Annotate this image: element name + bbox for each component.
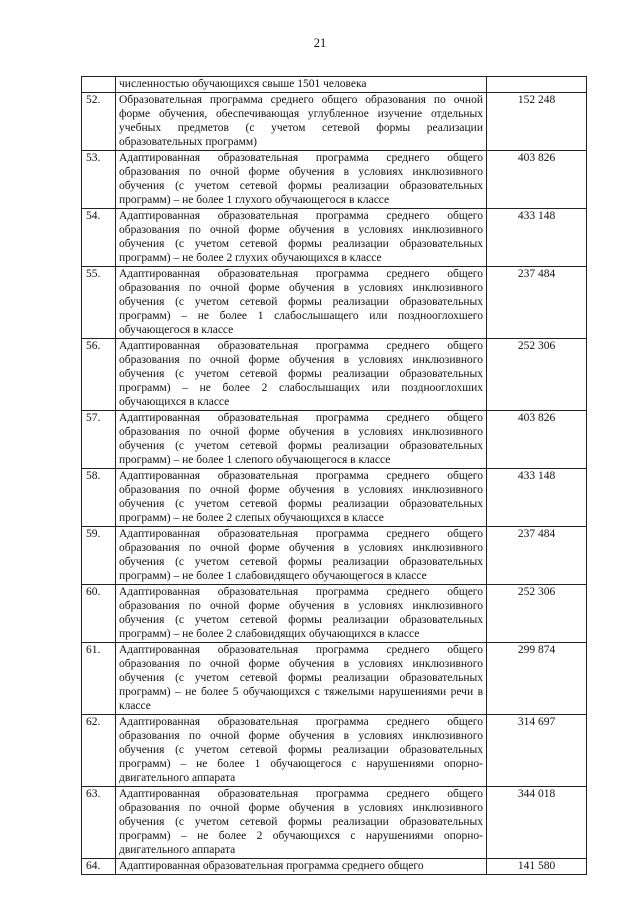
row-description-cell: Адаптированная образовательная программа среднего общего образования по очной форме обучения в условиях инклюзивного обучения (с учетом сетевой формы реализации образовательных программ) – не более 1 обучающегося с нарушениями опорно-двигательного аппарата <box>116 715 487 787</box>
row-number-cell: 53. <box>82 151 116 209</box>
row-number-cell: 55. <box>82 267 116 339</box>
row-description-cell: Адаптированная образовательная программа среднего общего образования по очной форме обучения в условиях инклюзивного обучения (с учетом сетевой формы реализации образовательных программ) – не более 1 слабослышащего или позднооглохшего обучающегося в классе <box>116 267 487 339</box>
page-number: 21 <box>313 36 327 50</box>
table-row <box>82 267 587 339</box>
table-body <box>82 77 587 875</box>
table-row <box>82 151 587 209</box>
row-description-cell: Адаптированная образовательная программа среднего общего <box>116 859 487 875</box>
row-number-cell: 60. <box>82 585 116 643</box>
table-row <box>82 527 587 585</box>
row-description-cell: Адаптированная образовательная программа среднего общего образования по очной форме обучения в условиях инклюзивного обучения (с учетом сетевой формы реализации образовательных программ) – не более 5 обучающихся с тяжелыми нарушениями речи в классе <box>116 643 487 715</box>
row-description-cell: Адаптированная образовательная программа среднего общего образования по очной форме обучения в условиях инклюзивного обучения (с учетом сетевой формы реализации образовательных программ) – не более 1 глухого обучающегося в классе <box>116 151 487 209</box>
row-description-cell: Адаптированная образовательная программа среднего общего образования по очной форме обучения в условиях инклюзивного обучения (с учетом сетевой формы реализации образовательных программ) – не более 2 слабовидящих обучающихся в классе <box>116 585 487 643</box>
table-row <box>82 787 587 859</box>
row-description-cell: численностью обучающихся свыше 1501 человека <box>116 77 487 93</box>
table-row <box>82 715 587 787</box>
row-number-cell: 62. <box>82 715 116 787</box>
row-value-cell: 141 580 <box>487 859 587 875</box>
row-value-cell: 252 306 <box>487 585 587 643</box>
row-description-cell: Адаптированная образовательная программа среднего общего образования по очной форме обучения в условиях инклюзивного обучения (с учетом сетевой формы реализации образовательных программ) – не более 2 слепых обучающихся в классе <box>116 469 487 527</box>
row-number-cell: 64. <box>82 859 116 875</box>
row-number-cell <box>82 77 116 93</box>
row-number-cell: 63. <box>82 787 116 859</box>
row-number-cell: 52. <box>82 93 116 151</box>
table-row <box>82 411 587 469</box>
row-description-cell: Адаптированная образовательная программа среднего общего образования по очной форме обучения в условиях инклюзивного обучения (с учетом сетевой формы реализации образовательных программ) – не более 1 слепого обучающегося в классе <box>116 411 487 469</box>
table-row-continuation <box>82 77 587 93</box>
row-value-cell: 152 248 <box>487 93 587 151</box>
row-description-cell: Адаптированная образовательная программа среднего общего образования по очной форме обучения в условиях инклюзивного обучения (с учетом сетевой формы реализации образовательных программ) – не более 2 глухих обучающихся в классе <box>116 209 487 267</box>
row-value-cell: 252 306 <box>487 339 587 411</box>
row-number-cell: 61. <box>82 643 116 715</box>
table-row <box>82 469 587 527</box>
row-number-cell: 56. <box>82 339 116 411</box>
table-row <box>82 585 587 643</box>
table-row <box>82 209 587 267</box>
row-number-cell: 57. <box>82 411 116 469</box>
row-value-cell: 403 826 <box>487 151 587 209</box>
row-value-cell: 237 484 <box>487 527 587 585</box>
row-value-cell: 237 484 <box>487 267 587 339</box>
row-description-cell: Адаптированная образовательная программа среднего общего образования по очной форме обучения в условиях инклюзивного обучения (с учетом сетевой формы реализации образовательных программ) – не более 1 слабовидящего обучающегося в классе <box>116 527 487 585</box>
table-row <box>82 93 587 151</box>
row-number-cell: 59. <box>82 527 116 585</box>
row-value-cell: 344 018 <box>487 787 587 859</box>
table-row <box>82 859 587 875</box>
cost-table <box>81 76 587 875</box>
row-number-cell: 54. <box>82 209 116 267</box>
row-value-cell: 403 826 <box>487 411 587 469</box>
row-value-cell: 433 148 <box>487 469 587 527</box>
row-value-cell <box>487 77 587 93</box>
row-description-cell: Образовательная программа среднего общего образования по очной форме обучения, обеспечивающая углубленное изучение отдельных учебных предметов (с учетом сетевой формы реализации образовательных программ) <box>116 93 487 151</box>
row-number-cell: 58. <box>82 469 116 527</box>
row-value-cell: 299 874 <box>487 643 587 715</box>
table-row <box>82 339 587 411</box>
row-value-cell: 433 148 <box>487 209 587 267</box>
row-value-cell: 314 697 <box>487 715 587 787</box>
row-description-cell: Адаптированная образовательная программа среднего общего образования по очной форме обучения в условиях инклюзивного обучения (с учетом сетевой формы реализации образовательных программ) – не более 2 слабослышащих или позднооглохших обучающихся в классе <box>116 339 487 411</box>
row-description-cell: Адаптированная образовательная программа среднего общего образования по очной форме обучения в условиях инклюзивного обучения (с учетом сетевой формы реализации образовательных программ) – не более 2 обучающихся с нарушениями опорно-двигательного аппарата <box>116 787 487 859</box>
table-row <box>82 643 587 715</box>
